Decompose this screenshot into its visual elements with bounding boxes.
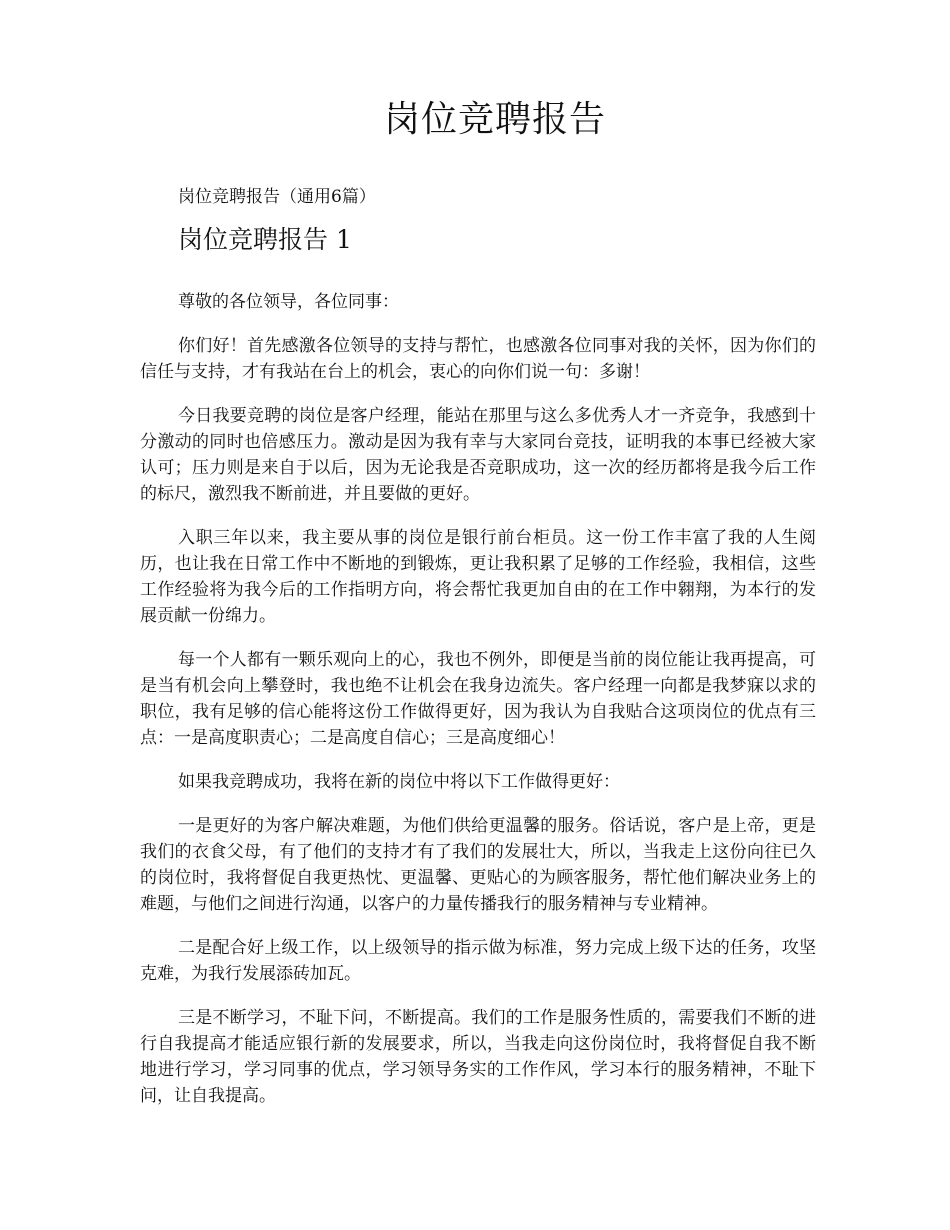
document-subtitle: 岗位竞聘报告（通用6篇） (178, 187, 376, 207)
paragraph-greeting: 你们好！首先感激各位领导的支持与帮忙，也感激各位同事对我的关怀，因为你们的信任与支持，才有我站在台上的机会，衷心的向你们说一句：多谢！ (140, 336, 816, 382)
paragraph-experience: 入职三年以来，我主要从事的岗位是银行前台柜员。这一份工作丰富了我的人生阅历，也让我在日常工作中不断地的到锻炼，更让我积累了足够的工作经验，我相信，这些工作经验将为我今后的工作指明方向，将会帮忙我更加自由的在工作中翱翔，为本行的发展贡献一份绵力。 (140, 528, 816, 626)
document-title: 岗位竞聘报告 (383, 99, 606, 140)
paragraph-salutation: 尊敬的各位领导，各位同事： (178, 292, 399, 312)
paragraph-plan-intro: 如果我竞聘成功，我将在新的岗位中将以下工作做得更好： (178, 772, 620, 792)
section-heading: 岗位竞聘报告 1 (178, 225, 352, 254)
body-text (140, 289, 816, 1127)
paragraph-plan-two: 二是配合好上级工作，以上级领导的指示做为标准，努力完成上级下达的任务，攻坚克难，为我行发展添砖加瓦。 (140, 938, 816, 984)
paragraph-strengths: 每一个人都有一颗乐观向上的心，我也不例外，即便是当前的岗位能让我再提高，可是当有机会向上攀登时，我也绝不让机会在我身边流失。客户经理一向都是我梦寐以求的职位，我有足够的信心能将这份工作做得更好，因为我认为自我贴合这项岗位的优点有三点：一是高度职责心；二是高度自信心；三是高度细心！ (140, 650, 816, 748)
paragraph-plan-three: 三是不断学习，不耻下问，不断提高。我们的工作是服务性质的，需要我们不断的进行自我提高才能适应银行新的发展要求，所以，当我走向这份岗位时，我将督促自我不断地进行学习，学习同事的优点，学习领导务实的工作作风，学习本行的服务精神，不耻下问，让自我提高。 (140, 1008, 816, 1106)
paragraph-plan-one: 一是更好的为客户解决难题，为他们供给更温馨的服务。俗话说，客户是上帝，更是我们的衣食父母，有了他们的支持才有了我们的发展壮大，所以，当我走上这份向往已久的岗位时，我将督促自我更热忱、更温馨、更贴心的为顾客服务，帮忙他们解决业务上的难题，与他们之间进行沟通，以客户的力量传播我行的服务精神与专业精神。 (140, 816, 816, 914)
paragraph-position: 今日我要竞聘的岗位是客户经理，能站在那里与这么多优秀人才一齐竞争，我感到十分激动的同时也倍感压力。激动是因为我有幸与大家同台竞技，证明我的本事已经被大家认可；压力则是来自于以后，因为无论我是否竞职成功，这一次的经历都将是我今后工作的标尺，激烈我不断前进，并且要做的更好。 (140, 406, 816, 504)
